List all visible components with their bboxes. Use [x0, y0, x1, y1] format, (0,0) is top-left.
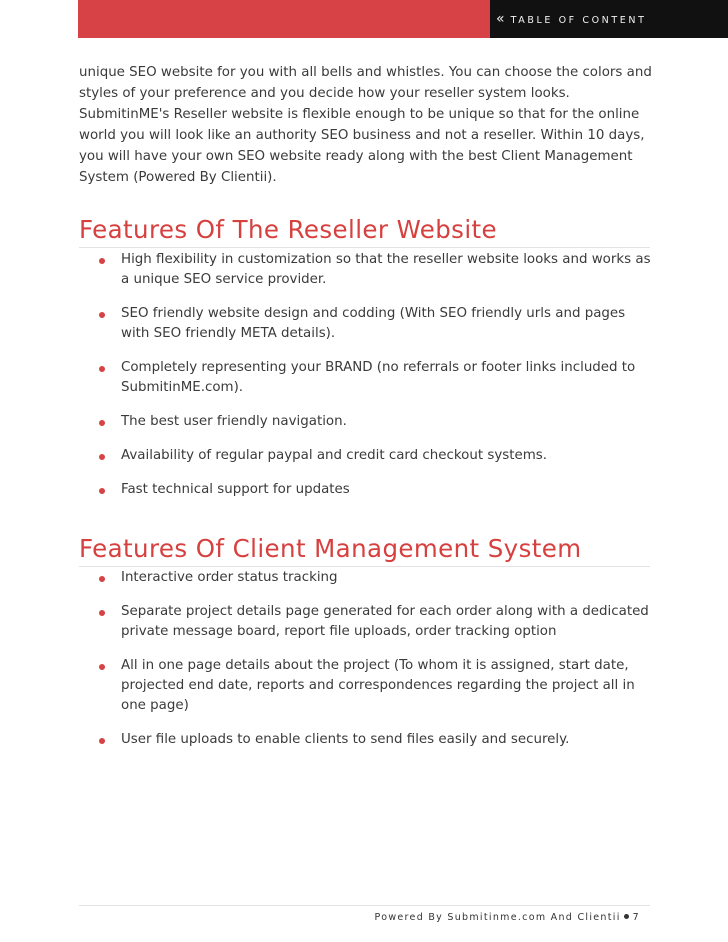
- intro-paragraph: unique SEO website for you with all bells and whistles. You can choose the colors and styles of your preference and you decide how your reseller system looks. SubmitinME's Reseller website is flexible enough to be unique so that for the online world you will look like an authority SEO business and not a reseller. Within 10 days, you will have your own SEO website ready along with the best Client Management System (Powered By Clientii).: [79, 65, 652, 185]
- list-item-text: High flexibility in customization so that the reseller website looks and works as a unique SEO service provider.: [121, 252, 651, 287]
- bullet-icon: [99, 738, 105, 744]
- section-title-client-management: Features Of Client Management System: [79, 534, 582, 563]
- section-title-reseller: Features Of The Reseller Website: [79, 215, 498, 244]
- list-item-text: Completely representing your BRAND (no referrals or footer links included to SubmitinME.com).: [121, 360, 636, 395]
- bullet-icon: [99, 576, 105, 582]
- bullet-icon: [99, 312, 105, 318]
- list-item-text: All in one page details about the project (To whom it is assigned, start date, projected end date, reports and correspondences regarding the project all in one page): [121, 658, 635, 713]
- client-management-feature-list: [79, 568, 654, 750]
- list-item: [79, 304, 654, 344]
- bullet-icon: [99, 610, 105, 616]
- page-footer: [375, 912, 640, 923]
- list-item: [79, 446, 654, 466]
- list-item-text: Separate project details page generated for each order along with a dedicated private message board, report file uploads, order tracking option: [121, 604, 649, 639]
- list-item: [79, 358, 654, 398]
- list-item-text: User file uploads to enable clients to send files easily and securely.: [121, 732, 570, 747]
- double-chevron-left-icon: «: [496, 11, 505, 27]
- bullet-icon: [99, 258, 105, 264]
- section-divider: [79, 566, 650, 567]
- reseller-feature-list: [79, 250, 654, 500]
- list-item: [79, 480, 654, 500]
- table-of-content-link[interactable]: [490, 0, 728, 38]
- list-item: [79, 568, 654, 588]
- list-item-text: Interactive order status tracking: [121, 570, 338, 585]
- list-item: [79, 412, 654, 432]
- list-item: [79, 602, 654, 642]
- list-item-text: Availability of regular paypal and credit card checkout systems.: [121, 448, 547, 463]
- list-item: [79, 250, 654, 290]
- section-divider: [79, 247, 650, 248]
- bullet-icon: [99, 664, 105, 670]
- list-item: [79, 730, 654, 750]
- bullet-icon: [99, 488, 105, 494]
- bullet-icon: [99, 454, 105, 460]
- list-item-text: The best user friendly navigation.: [121, 414, 347, 429]
- footer-dot-icon: [624, 914, 629, 919]
- list-item: [79, 656, 654, 716]
- header-bar: [78, 0, 728, 38]
- bullet-icon: [99, 420, 105, 426]
- header-red-band: [78, 0, 490, 38]
- list-item-text: Fast technical support for updates: [121, 482, 350, 497]
- bullet-icon: [99, 366, 105, 372]
- toc-label: TABLE OF CONTENT: [510, 15, 647, 26]
- footer-divider: [79, 905, 650, 906]
- list-item-text: SEO friendly website design and codding (With SEO friendly urls and pages with SEO friendly META details).: [121, 306, 626, 341]
- footer-text: Powered By Submitinme.com And Clientii: [374, 912, 621, 923]
- page-number: 7: [632, 912, 640, 923]
